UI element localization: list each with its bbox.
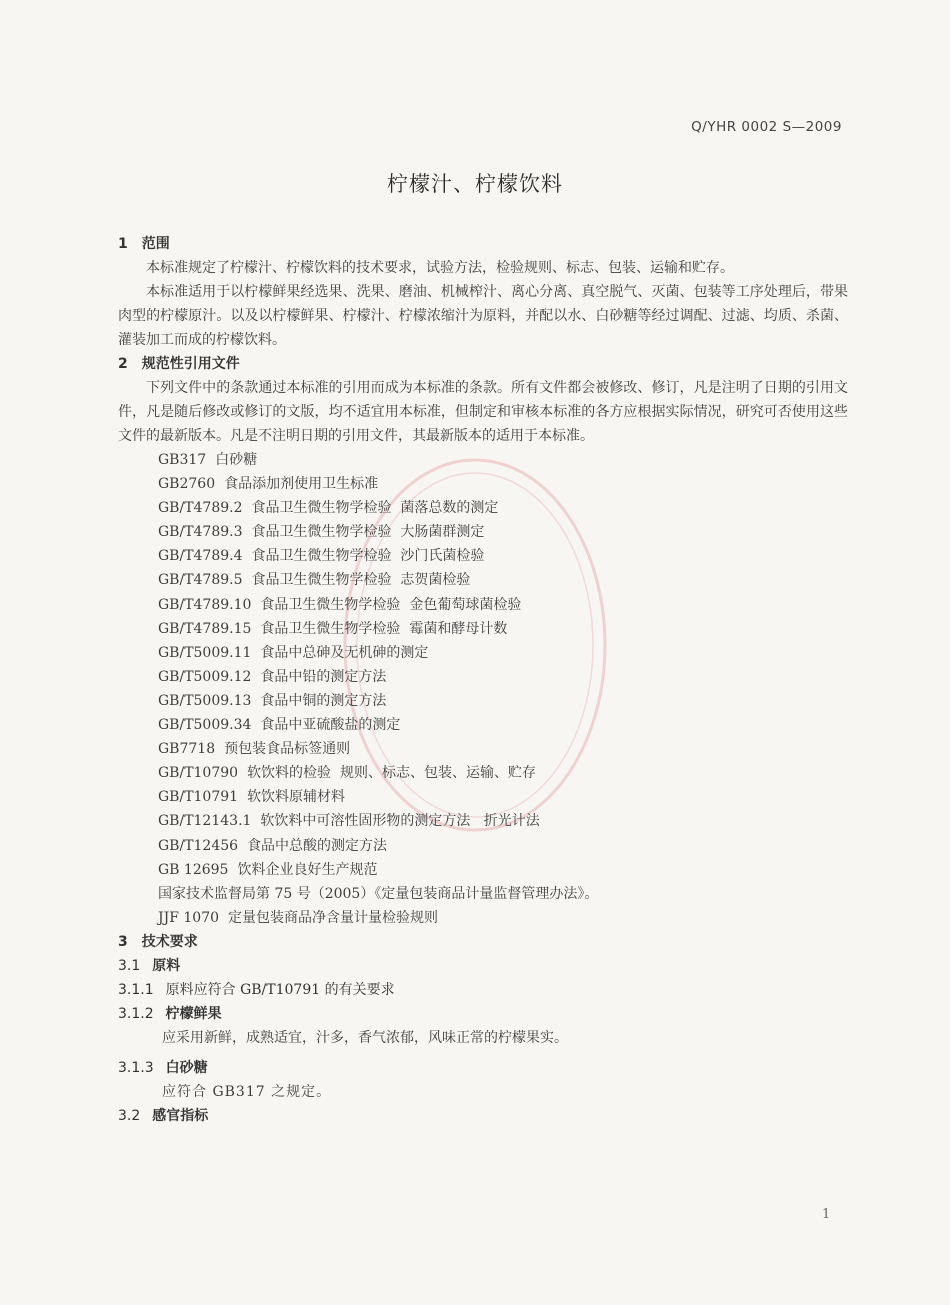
reference-title: 预包装食品标签通则 bbox=[224, 741, 351, 758]
document-body bbox=[118, 232, 848, 1128]
reference-code: GB/T5009.11 bbox=[158, 644, 252, 661]
reference-title: 软饮料原辅材料 bbox=[247, 789, 346, 806]
reference-list bbox=[158, 448, 848, 930]
reference-title: 食品卫生微生物学检验 金色葡萄球菌检验 bbox=[260, 596, 522, 613]
subsection-number: 3.1.2 bbox=[118, 1005, 154, 1022]
reference-item bbox=[158, 737, 848, 761]
reference-code: GB/T4789.2 bbox=[158, 500, 243, 517]
section-number: 1 bbox=[118, 236, 128, 252]
paragraph: 本标准适用于以柠檬鲜果经选果、洗果、磨油、机械榨汁、离心分离、真空脱气、灭菌、包装等工序处理后，带果肉型的柠檬原汁。以及以柠檬鲜果、柠檬汁、柠檬浓缩汁为原料，并配以水、白砂糖等经过调配、过滤、均质、杀菌、灌装加工而成的柠檬饮料。 bbox=[118, 284, 848, 348]
reference-item bbox=[158, 496, 848, 520]
section-heading-3 bbox=[118, 930, 848, 954]
subsection-heading-3-1-3 bbox=[118, 1056, 848, 1080]
reference-item bbox=[158, 568, 848, 592]
subsection-number: 3.1.1 bbox=[118, 981, 154, 998]
reference-title: 食品卫生微生物学检验 大肠菌群测定 bbox=[251, 524, 485, 541]
paragraph: 下列文件中的条款通过本标准的引用而成为本标准的条款。所有文件都会被修改、修订，凡是注明了日期的引用文件，凡是随后修改或修订的文版，均不适宜用本标准，但制定和审核本标准的各方应根据实际情况，研究可否使用这些文件的最新版本。凡是不注明日期的引用文件，其最新版本的适用于本标准。 bbox=[118, 380, 848, 444]
reference-title: 食品中总砷及无机砷的测定 bbox=[260, 644, 429, 661]
subsection-number: 3.2 bbox=[118, 1107, 141, 1124]
subsection-text: 原料应符合 GB/T10791 的有关要求 bbox=[165, 981, 395, 998]
paragraph: 应采用新鲜，成熟适宜，汁多，香气浓郁，风味正常的柠檬果实。 bbox=[162, 1029, 568, 1046]
subsection-title: 原料 bbox=[152, 957, 181, 974]
reference-title: 食品添加剂使用卫生标准 bbox=[224, 476, 379, 493]
reference-item bbox=[158, 593, 848, 617]
reference-title: 定量包装商品净含量计量检验规则 bbox=[228, 909, 439, 926]
reference-item bbox=[158, 544, 848, 568]
reference-title: 食品卫生微生物学检验 沙门氏菌检验 bbox=[251, 548, 485, 565]
reference-code: GB/T10790 bbox=[158, 765, 239, 782]
document-code: Q/YHR 0002 S—2009 bbox=[691, 119, 842, 135]
reference-item bbox=[158, 448, 848, 472]
section-number: 3 bbox=[118, 933, 128, 950]
document-title: 柠檬汁、柠檬饮料 bbox=[387, 172, 563, 196]
reference-code: GB/T4789.15 bbox=[158, 620, 252, 637]
reference-code: GB 12695 bbox=[158, 861, 229, 878]
reference-item bbox=[158, 834, 848, 858]
section-title: 技术要求 bbox=[141, 933, 198, 950]
reference-item bbox=[158, 809, 848, 833]
reference-title: 食品卫生微生物学检验 菌落总数的测定 bbox=[251, 500, 499, 517]
reference-item bbox=[158, 761, 848, 785]
reference-code: GB/T4789.5 bbox=[158, 572, 243, 589]
subsection-heading-3-1 bbox=[118, 954, 848, 978]
section-title: 范围 bbox=[141, 236, 170, 252]
section-number: 2 bbox=[118, 356, 128, 372]
reference-item bbox=[158, 617, 848, 641]
reference-code: GB2760 bbox=[158, 476, 216, 493]
subsection-title: 柠檬鲜果 bbox=[165, 1005, 222, 1022]
reference-code: GB317 bbox=[158, 452, 207, 468]
section-heading-2 bbox=[118, 352, 848, 376]
reference-title: 白砂糖 bbox=[215, 452, 258, 468]
reference-title: 国家技术监督局第 75 号（2005）《定量包装商品计量监督管理办法》。 bbox=[158, 885, 599, 902]
reference-item bbox=[158, 858, 848, 882]
reference-title: 食品卫生微生物学检验 霉菌和酵母计数 bbox=[260, 620, 508, 637]
reference-code: GB/T5009.12 bbox=[158, 668, 252, 685]
reference-item bbox=[158, 520, 848, 544]
reference-code: GB/T4789.4 bbox=[158, 548, 243, 565]
reference-item bbox=[158, 472, 848, 496]
reference-item bbox=[158, 906, 848, 930]
reference-item bbox=[158, 641, 848, 665]
reference-item bbox=[158, 689, 848, 713]
reference-title: 食品中铜的测定方法 bbox=[260, 692, 387, 709]
reference-title: 饮料企业良好生产规范 bbox=[237, 861, 378, 878]
subsection-heading-3-2 bbox=[118, 1104, 848, 1128]
reference-code: GB/T12143.1 bbox=[158, 813, 252, 830]
reference-code: JJF 1070 bbox=[158, 909, 220, 926]
subsection-title: 感官指标 bbox=[152, 1107, 209, 1124]
reference-code: GB7718 bbox=[158, 741, 216, 758]
reference-title: 软饮料中可溶性固形物的测定方法 折光计法 bbox=[260, 813, 540, 830]
section-heading-1 bbox=[118, 232, 848, 256]
reference-code: GB/T5009.34 bbox=[158, 717, 252, 734]
subsection-number: 3.1 bbox=[118, 957, 141, 974]
reference-code: GB/T10791 bbox=[158, 789, 239, 806]
reference-item bbox=[158, 785, 848, 809]
subsection-3-1-1 bbox=[118, 978, 848, 1002]
subsection-title: 白砂糖 bbox=[165, 1059, 208, 1076]
reference-title: 食品卫生微生物学检验 志贺菌检验 bbox=[251, 572, 471, 589]
reference-item bbox=[158, 882, 848, 906]
subsection-heading-3-1-2 bbox=[118, 1002, 848, 1026]
section-title: 规范性引用文件 bbox=[141, 356, 240, 372]
reference-code: GB/T12456 bbox=[158, 837, 239, 854]
reference-title: 食品中铅的测定方法 bbox=[260, 668, 387, 685]
reference-code: GB/T4789.3 bbox=[158, 524, 243, 541]
reference-item bbox=[158, 713, 848, 737]
reference-item bbox=[158, 665, 848, 689]
reference-title: 食品中亚硫酸盐的测定 bbox=[260, 717, 401, 734]
paragraph: 应符合 GB317 之规定。 bbox=[162, 1083, 332, 1100]
paragraph: 本标准规定了柠檬汁、柠檬饮料的技术要求，试验方法，检验规则、标志、包装、运输和贮存。 bbox=[146, 260, 734, 276]
subsection-number: 3.1.3 bbox=[118, 1059, 154, 1076]
reference-title: 食品中总酸的测定方法 bbox=[247, 837, 388, 854]
reference-code: GB/T4789.10 bbox=[158, 596, 252, 613]
reference-code: GB/T5009.13 bbox=[158, 692, 252, 709]
page-number: 1 bbox=[822, 1207, 831, 1222]
reference-title: 软饮料的检验 规则、标志、包装、运输、贮存 bbox=[247, 765, 536, 782]
